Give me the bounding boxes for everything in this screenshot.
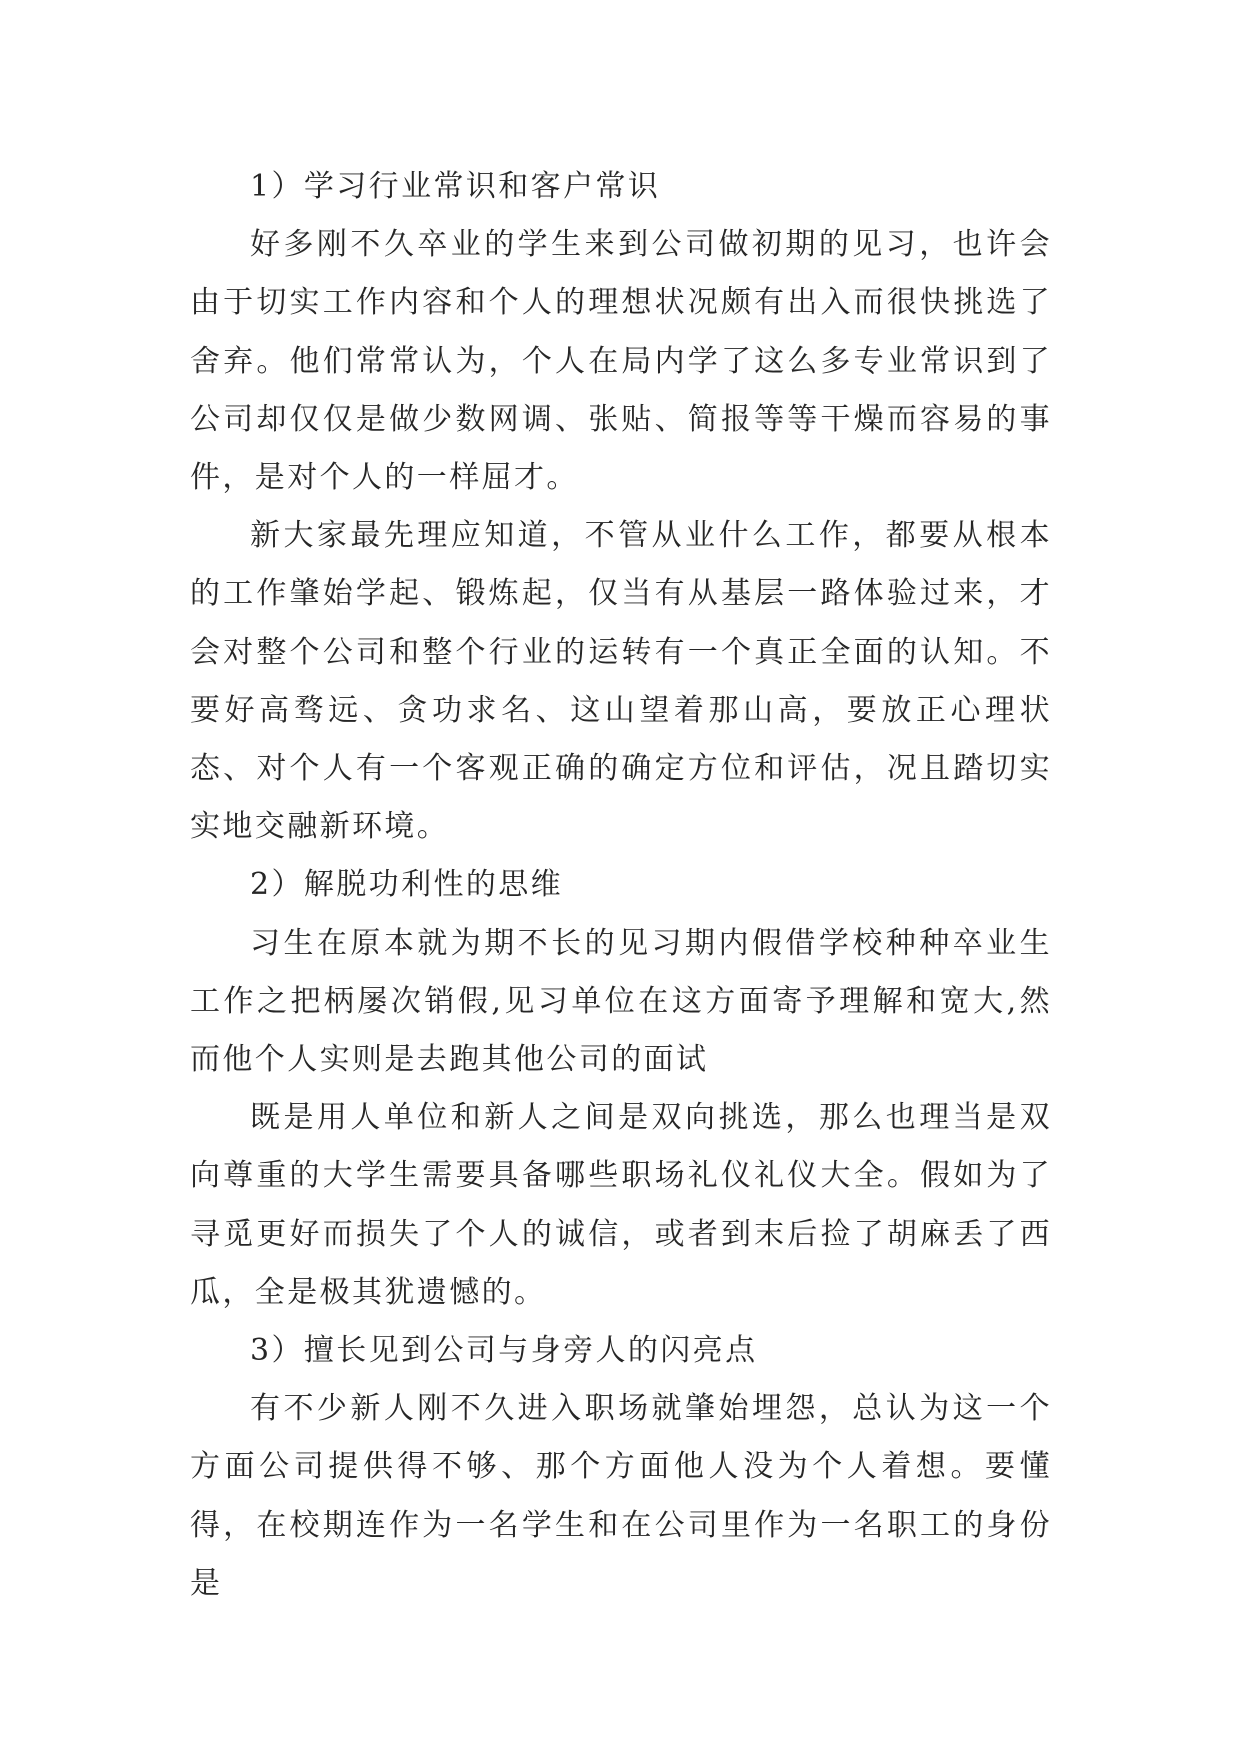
- section-heading-2: 2）解脱功利性的思维: [250, 867, 564, 903]
- paragraph: 好多刚不久卒业的学生来到公司做初期的见习，也许会由于切实工作内容和个人的理想状况颇有出入而很快挑选了舍弃。他们常常认为，个人在局内学了这么多专业常识到了公司却仅仅是做少数网调、张贴、简报等等干燥而容易的事件，是对个人的一样屈才。: [190, 227, 1052, 496]
- paragraph: 有不少新人刚不久进入职场就肇始埋怨，总认为这一个方面公司提供得不够、那个方面他人没为个人着想。要懂得，在校期连作为一名学生和在公司里作为一名职工的身份是: [190, 1391, 1052, 1601]
- paragraph: 习生在原本就为期不长的见习期内假借学校种种卒业生工作之把柄屡次销假,见习单位在这方面寄予理解和宽大,然而他个人实则是去跑其他公司的面试: [190, 925, 1052, 1078]
- paragraph: 新大家最先理应知道，不管从业什么工作，都要从根本的工作肇始学起、锻炼起，仅当有从基层一路体验过来，才会对整个公司和整个行业的运转有一个真正全面的认知。不要好高骛远、贪功求名、这山望着那山高，要放正心理状态、对个人有一个客观正确的确定方位和评估，况且踏切实实地交融新环境。: [190, 518, 1052, 845]
- section-heading-3: 3）擅长见到公司与身旁人的闪亮点: [250, 1333, 758, 1369]
- document-body: [190, 158, 1052, 1613]
- section-heading-1: 1）学习行业常识和客户常识: [250, 169, 661, 204]
- paragraph: 既是用人单位和新人之间是双向挑选，那么也理当是双向尊重的大学生需要具备哪些职场礼仪礼仪大全。假如为了寻觅更好而损失了个人的诚信，或者到末后捡了胡麻丢了西瓜，全是极其犹遗憾的。: [190, 1100, 1052, 1310]
